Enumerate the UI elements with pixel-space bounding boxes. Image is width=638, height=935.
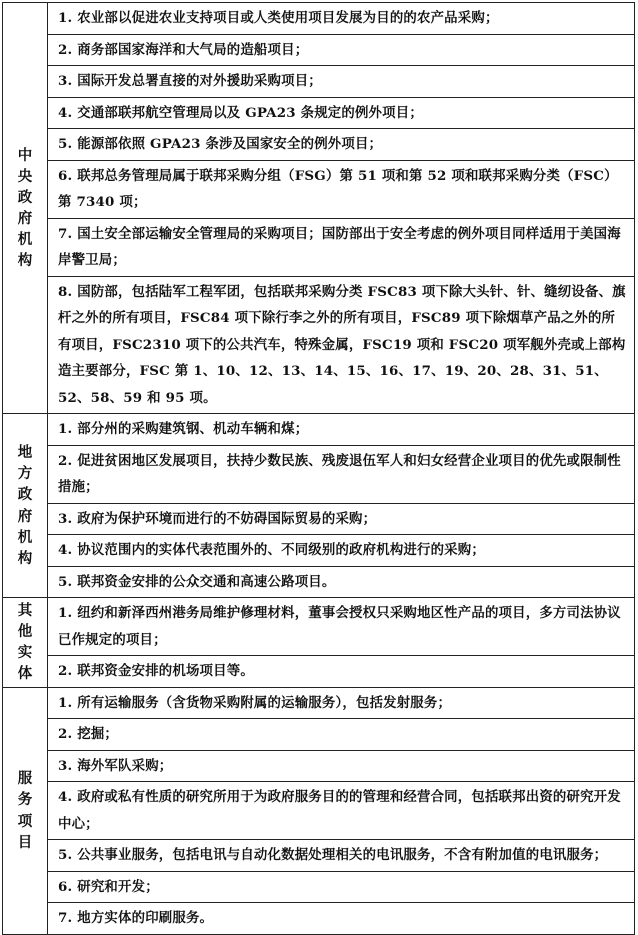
- item-cell: 1. 部分州的采购建筑钢、机动车辆和煤；: [48, 414, 635, 446]
- table-row: [3, 160, 635, 218]
- item-cell: 6. 联邦总务管理局属于联邦采购分组（FSG）第 51 项和第 52 项和联邦采购分类（FSC）第 7340 项；: [48, 160, 635, 218]
- item-cell: 1. 所有运输服务（含货物采购附属的运输服务），包括发射服务；: [48, 687, 635, 719]
- item-cell: 2. 挖掘；: [48, 719, 635, 751]
- table-row: [3, 840, 635, 872]
- item-cell: 3. 政府为保护环境而进行的不妨碍国际贸易的采购；: [48, 503, 635, 535]
- item-cell: 2. 促进贫困地区发展项目，扶持少数民族、残废退伍军人和妇女经营企业项目的优先或限制性措施；: [48, 445, 635, 503]
- table-row: [3, 750, 635, 782]
- table-row: [3, 782, 635, 840]
- table-row: [3, 66, 635, 98]
- category-label: 中央政府机构: [17, 146, 33, 270]
- table-row: [3, 34, 635, 66]
- item-cell: 2. 商务部国家海洋和大气局的造船项目；: [48, 34, 635, 66]
- table-row: [3, 687, 635, 719]
- exceptions-table: [2, 2, 635, 935]
- item-cell: 7. 地方实体的印刷服务。: [48, 903, 635, 935]
- category-cell: [3, 3, 48, 414]
- table-row: [3, 535, 635, 567]
- category-label: 其他实体: [17, 602, 33, 683]
- table-row: [3, 903, 635, 935]
- item-cell: 5. 公共事业服务，包括电讯与自动化数据处理相关的电讯服务，不含有附加值的电讯服务；: [48, 840, 635, 872]
- table-row: [3, 129, 635, 161]
- item-cell: 5. 联邦资金安排的公众交通和高速公路项目。: [48, 566, 635, 598]
- table-row: [3, 276, 635, 414]
- item-cell: 3. 海外军队采购；: [48, 750, 635, 782]
- table-row: [3, 97, 635, 129]
- category-cell: [3, 598, 48, 688]
- item-cell: 7. 国土安全部运输安全管理局的采购项目；国防部出于安全考虑的例外项目同样适用于美国海岸警卫局；: [48, 218, 635, 276]
- category-label: 地方政府机构: [17, 444, 33, 567]
- table-row: [3, 414, 635, 446]
- item-cell: 5. 能源部依照 GPA23 条涉及国家安全的例外项目；: [48, 129, 635, 161]
- item-cell: 4. 协议范围内的实体代表范围外的、不同级别的政府机构进行的采购；: [48, 535, 635, 567]
- category-cell: [3, 414, 48, 598]
- item-cell: 8. 国防部，包括陆军工程军团，包括联邦采购分类 FSC83 项下除大头针、针、缝纫设备、旗杆之外的所有项目，FSC84 项下除行李之外的所有项目，FSC89 项下除烟草产品之外的所有项目，FSC2310 项下的公共汽车，特殊金属，FSC19 项和 FSC20 项军舰外壳或上部构造主要部分，FSC 第 1、10、12、13、14、15、16、17、19、20、28、31、51、52、58、59 和 95 项。: [48, 276, 635, 414]
- item-cell: 3. 国际开发总署直接的对外援助采购项目；: [48, 66, 635, 98]
- item-cell: 4. 交通部联邦航空管理局以及 GPA23 条规定的例外项目；: [48, 97, 635, 129]
- table-row: [3, 3, 635, 35]
- item-cell: 1. 纽约和新泽西州港务局维护修理材料，董事会授权只采购地区性产品的项目，多方司法协议已作规定的项目；: [48, 598, 635, 656]
- table-row: [3, 598, 635, 656]
- item-cell: 1. 农业部以促进农业支持项目或人类使用项目发展为目的的农产品采购；: [48, 3, 635, 35]
- table-row: [3, 566, 635, 598]
- category-label: 服务项目: [17, 770, 33, 851]
- table-row: [3, 503, 635, 535]
- item-cell: 2. 联邦资金安排的机场项目等。: [48, 656, 635, 688]
- item-cell: 6. 研究和开发；: [48, 871, 635, 903]
- table-row: [3, 719, 635, 751]
- table-body: [3, 3, 635, 935]
- table-row: [3, 656, 635, 688]
- table-row: [3, 445, 635, 503]
- item-cell: 4. 政府或私有性质的研究所用于为政府服务目的的管理和经营合同，包括联邦出资的研究开发中心；: [48, 782, 635, 840]
- table-row: [3, 218, 635, 276]
- table-row: [3, 871, 635, 903]
